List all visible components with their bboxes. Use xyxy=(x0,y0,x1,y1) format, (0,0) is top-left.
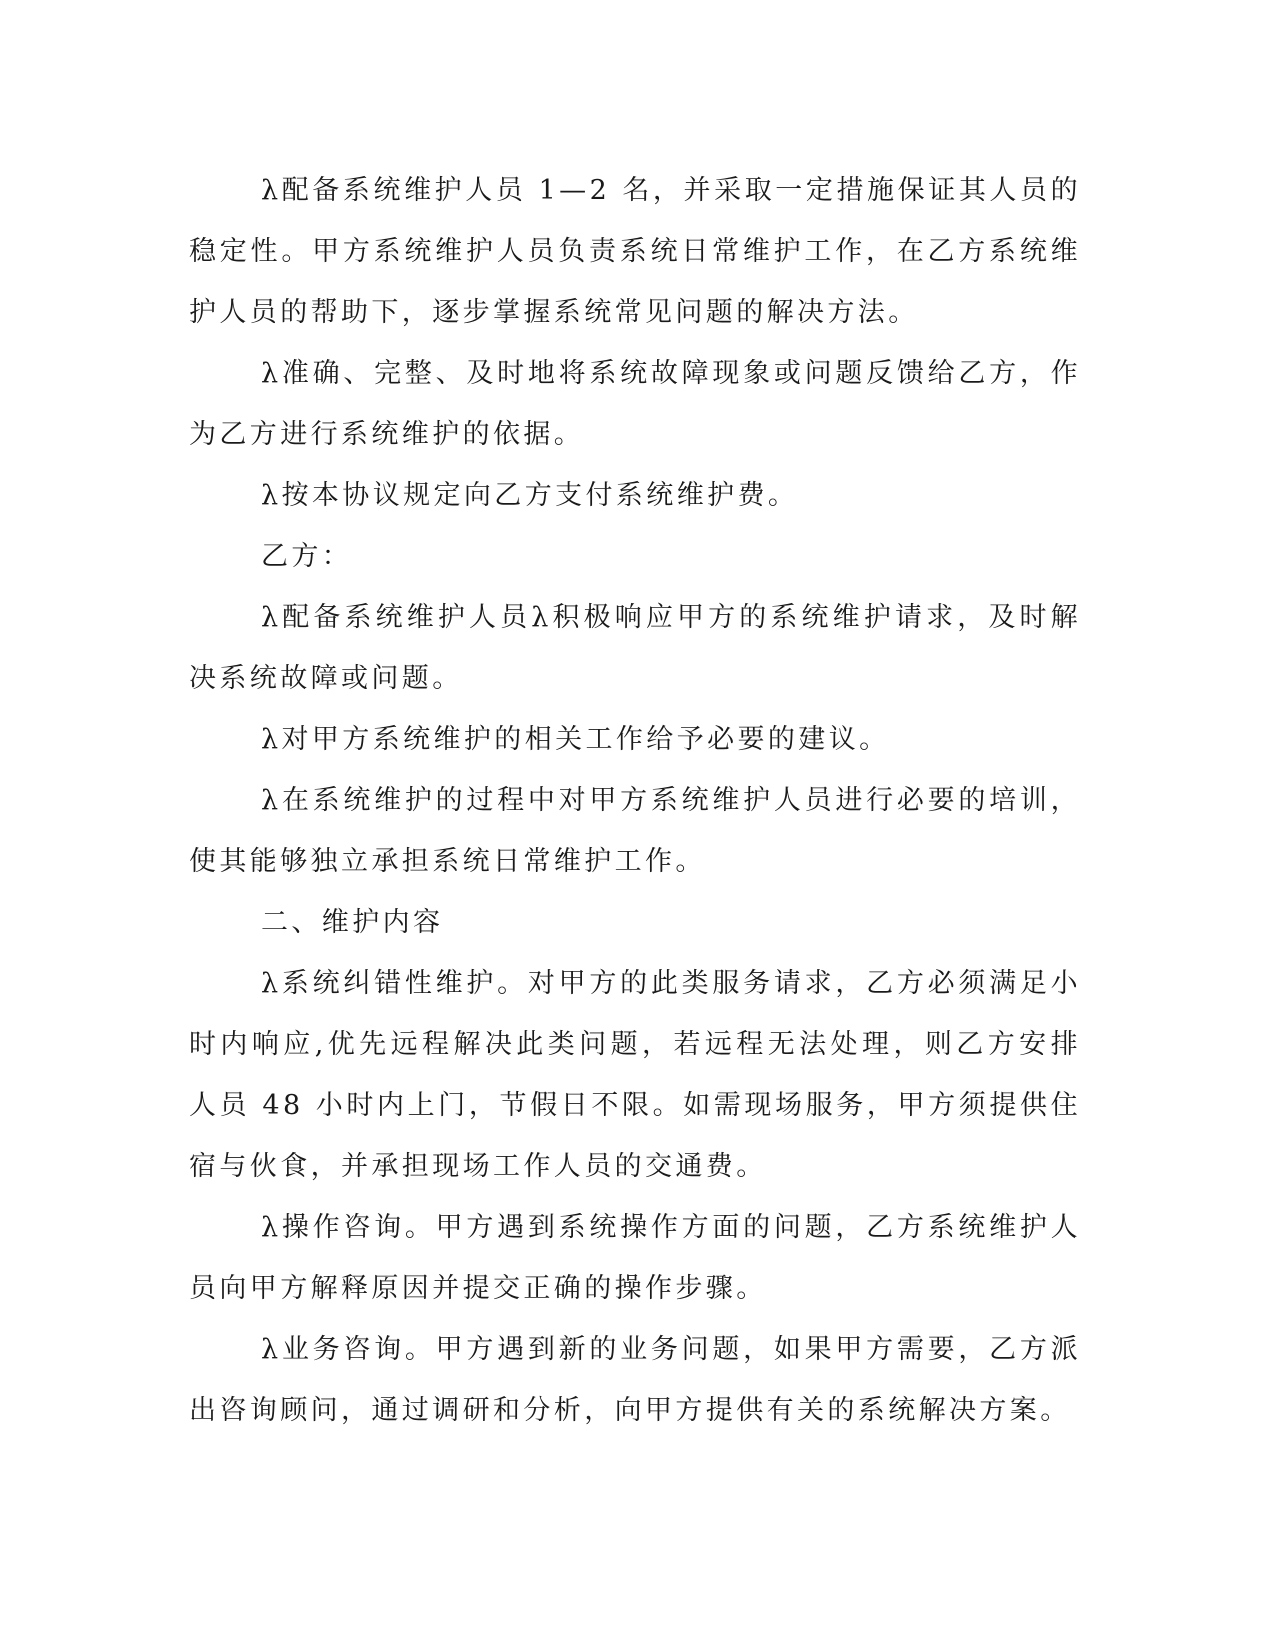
paragraph-party-b-heading: 乙方： xyxy=(261,541,353,572)
paragraph-operation-consulting: λ操作咨询。甲方遇到系统操作方面的问题，乙方系统维护人员向甲方解释原因并提交正确的操作步骤。 xyxy=(189,1212,1081,1304)
paragraph-party-b-advice: λ对甲方系统维护的相关工作给予必要的建议。 xyxy=(261,724,890,755)
paragraph-party-a-feedback: λ准确、完整、及时地将系统故障现象或问题反馈给乙方，作为乙方进行系统维护的依据。 xyxy=(189,358,1081,450)
paragraph-business-consulting: λ业务咨询。甲方遇到新的业务问题，如果甲方需要，乙方派出咨询顾问，通过调研和分析，向甲方提供有关的系统解决方案。 xyxy=(189,1334,1081,1426)
document-body xyxy=(189,160,1081,1441)
paragraph-party-a-staffing: λ配备系统维护人员 1—2 名，并采取一定措施保证其人员的稳定性。甲方系统维护人员负责系统日常维护工作，在乙方系统维护人员的帮助下，逐步掌握系统常见问题的解决方法。 xyxy=(189,175,1081,328)
section-heading-maintenance-content: 二、维护内容 xyxy=(261,907,444,938)
paragraph-corrective-maintenance: λ系统纠错性维护。对甲方的此类服务请求，乙方必须满足小时内响应,优先远程解决此类问题，若远程无法处理，则乙方安排人员 48 小时内上门，节假日不限。如需现场服务，甲方须提供住宿与伙食，并承担现场工作人员的交通费。 xyxy=(189,968,1081,1182)
paragraph-party-b-response: λ配备系统维护人员λ积极响应甲方的系统维护请求，及时解决系统故障或问题。 xyxy=(189,602,1081,694)
paragraph-party-a-payment: λ按本协议规定向乙方支付系统维护费。 xyxy=(261,480,799,511)
paragraph-party-b-training: λ在系统维护的过程中对甲方系统维护人员进行必要的培训，使其能够独立承担系统日常维护工作。 xyxy=(189,785,1081,877)
